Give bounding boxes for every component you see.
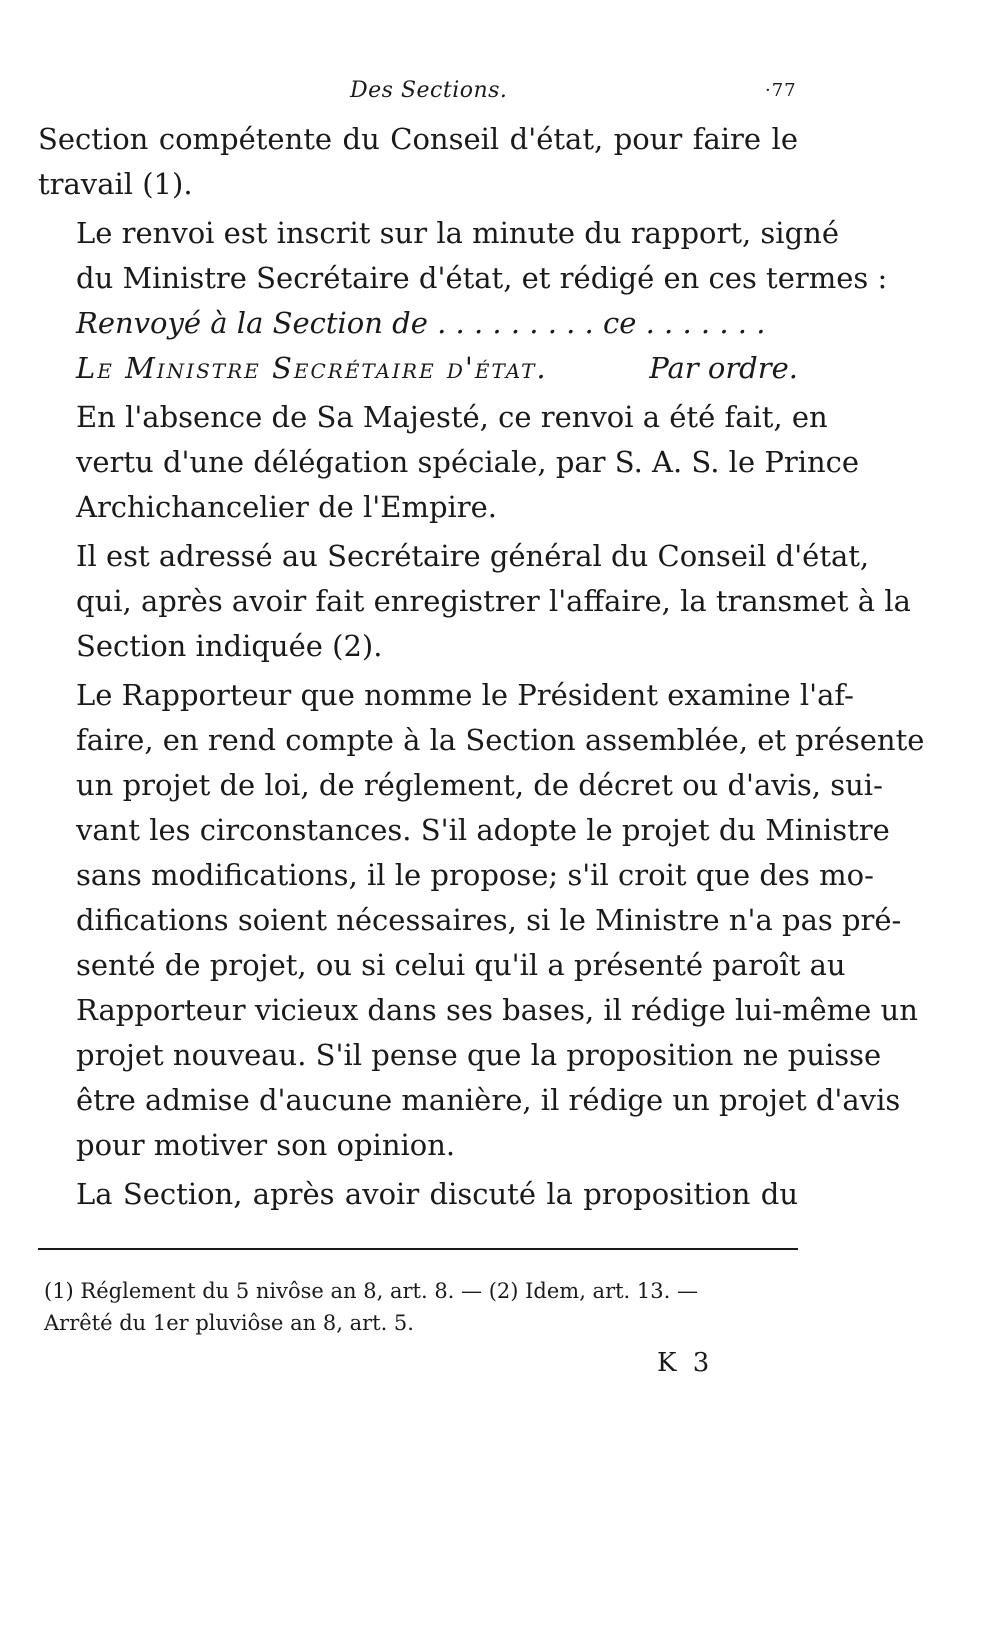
text-line: pour motiver son opinion. bbox=[76, 1128, 456, 1162]
text-line: Archichancelier de l'Empire. bbox=[76, 490, 498, 524]
text-line: Rapporteur vicieux dans ses bases, il rédige lui-même un bbox=[76, 993, 918, 1027]
text-line: Section compétente du Conseil d'état, pour faire le bbox=[38, 122, 798, 156]
formula-text: Renvoyé à la Section de . . . . . . . . . ce . . . . . . . bbox=[76, 306, 766, 340]
running-title: Des Sections. bbox=[350, 78, 508, 103]
text-line: qui, après avoir fait enregistrer l'affaire, la transmet à la bbox=[76, 584, 911, 618]
paragraph-5 bbox=[38, 673, 925, 1168]
formula-signature: Le Ministre Secrétaire d'état. bbox=[76, 351, 548, 385]
text-line: travail (1). bbox=[38, 167, 193, 201]
footnote-rule bbox=[38, 1248, 798, 1250]
text-line: Il est adressé au Secrétaire général du Conseil d'état, bbox=[76, 539, 870, 573]
text-line: En l'absence de Sa Majesté, ce renvoi a été fait, en bbox=[76, 400, 828, 434]
text-line: projet nouveau. S'il pense que la proposition ne puisse bbox=[76, 1038, 882, 1072]
text-line: du Ministre Secrétaire d'état, et rédigé en ces termes : bbox=[76, 261, 888, 295]
page-number: ·77 bbox=[765, 80, 797, 101]
text-line: Le renvoi est inscrit sur la minute du rapport, signé bbox=[76, 216, 839, 250]
body-text bbox=[38, 117, 925, 1221]
text-line: La Section, après avoir discuté la proposition du bbox=[76, 1177, 798, 1211]
text-line: vertu d'une délégation spéciale, par S. A. S. le Prince bbox=[76, 445, 860, 479]
paragraph-4 bbox=[38, 534, 911, 669]
text-line: un projet de loi, de réglement, de décret ou d'avis, sui- bbox=[76, 768, 883, 802]
footnotes bbox=[44, 1275, 804, 1339]
footnote-line: Arrêté du 1er pluviôse an 8, art. 5. bbox=[44, 1311, 414, 1335]
text-line: vant les circonstances. S'il adopte le projet du Ministre bbox=[76, 813, 890, 847]
signature-mark: K 3 bbox=[657, 1348, 714, 1378]
text-line: être admise d'aucune manière, il rédige un projet d'avis bbox=[76, 1083, 901, 1117]
paragraph-2 bbox=[38, 211, 888, 391]
text-line: sans modifications, il le propose; s'il croit que des mo- bbox=[76, 858, 874, 892]
text-line: Le Rapporteur que nomme le Président examine l'af- bbox=[76, 678, 854, 712]
text-line: difications soient nécessaires, si le Ministre n'a pas pré- bbox=[76, 903, 902, 937]
footnote-line: (1) Réglement du 5 nivôse an 8, art. 8. — (2) Idem, art. 13. — bbox=[44, 1279, 698, 1303]
text-line: faire, en rend compte à la Section assemblée, et présente bbox=[76, 723, 925, 757]
text-line: Section indiquée (2). bbox=[76, 629, 383, 663]
paragraph-3 bbox=[38, 395, 860, 530]
paragraph-6 bbox=[38, 1172, 798, 1217]
paragraph-1 bbox=[38, 117, 798, 207]
formula-order: Par ordre. bbox=[649, 351, 798, 385]
text-line: senté de projet, ou si celui qu'il a présenté paroît au bbox=[76, 948, 846, 982]
